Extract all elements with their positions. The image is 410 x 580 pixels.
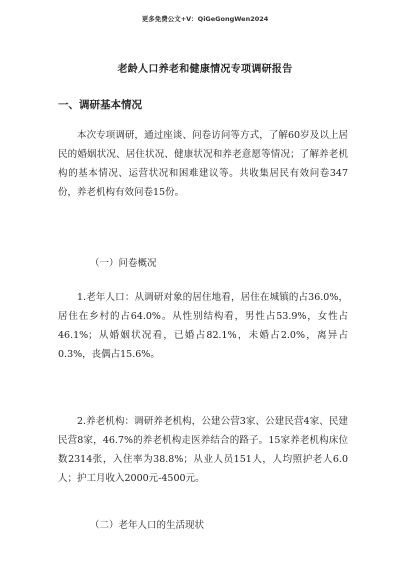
document-title: 老龄人口养老和健康情况专项调研报告 — [117, 64, 293, 75]
elderly-care-institutions-paragraph: 2.养老机构：调研养老机构，公建公营3家、公建民营4家、民建民营8家，46.7%的养老机构走医养结合的路子。15家养老机构床位数2314张，入住率为38.8%；从业人员151人，人均照护老人6.0人；护工月收入2000元-4500元。 — [58, 416, 348, 484]
section-heading-basic-info: 一、调研基本情况 — [58, 99, 142, 111]
subsection-heading-living-status: （二）老年人口的生活现状 — [90, 520, 205, 531]
intro-paragraph: 本次专项调研，通过座谈、问卷访问等方式，了解60岁及以上居民的婚姻状况、居住状况、健康状况和养老意愿等情况；了解养老机构的基本情况、运营状况和困难建议等。共收集居民有效问卷347份，养老机构有效问卷15份。 — [58, 130, 348, 198]
header-watermark: 更多免费公文+V：QiGeGongWen2024 — [141, 15, 269, 23]
elderly-population-paragraph: 1.老年人口：从调研对象的居住地看，居住在城镇的占36.0%，居住在乡村的占64.0%。从性别结构看，男性占53.9%，女性占46.1%；从婚姻状况看，已婚占82.1%，未婚占2.0%，离异占0.3%，丧偶占15.6%。 — [58, 292, 348, 360]
subsection-heading-questionnaire: （一）问卷概况 — [90, 258, 157, 269]
